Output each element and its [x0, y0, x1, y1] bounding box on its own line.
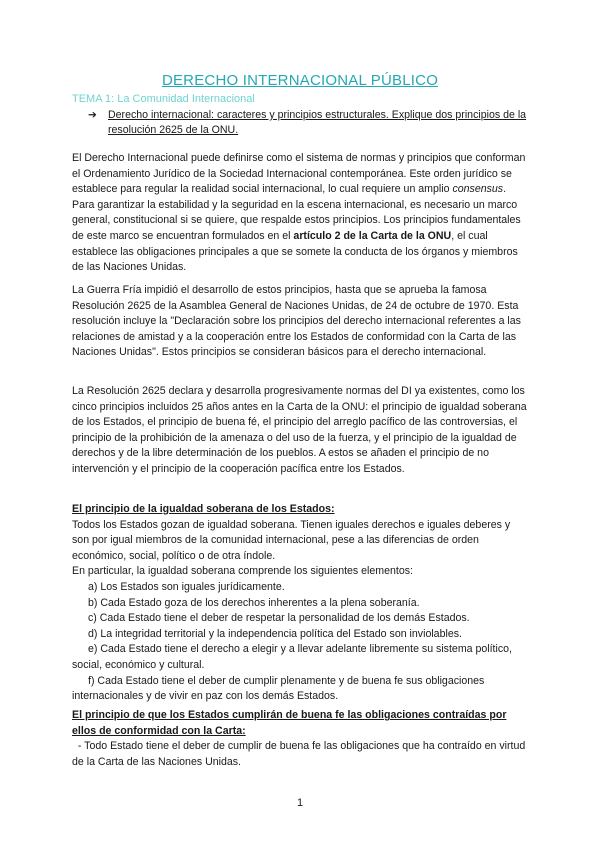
document-title: DERECHO INTERNACIONAL PÚBLICO [161, 72, 439, 89]
list-item: f) Cada Estado tiene el deber de cumplir plenamente y de buena fe sus obligaciones internacionales y de vivir en paz con los demás Estados. [72, 674, 485, 703]
list-item: d) La integridad territorial y la independencia política del Estado son inviolables. [88, 627, 462, 640]
bold-reference: artículo 2 de la Carta de la ONU [293, 229, 452, 242]
question-text: Derecho internacional: caracteres y principios estructurales. Explique dos principios de la resolución 2625 de la ONU. [108, 109, 527, 136]
emphasis-text: consensus [452, 183, 504, 196]
question-item [88, 108, 528, 138]
section-good-faith [72, 708, 530, 770]
section-lead: En particular, la igualdad soberana comprende los siguientes elementos: [72, 565, 413, 578]
paragraph-cold-war [72, 283, 530, 361]
list-item: e) Cada Estado tiene el derecho a elegir y a llevar adelante libremente su sistema político, social, económico y cultural. [72, 643, 512, 671]
list-item: a) Los Estados son iguales jurídicamente. [88, 580, 285, 593]
section-heading: El principio de la igualdad soberana de los Estados: [72, 503, 335, 515]
section-heading: El principio de que los Estados cumplirán de buena fe las obligaciones contraídas por ellos de conformidad con la Carta: [72, 709, 507, 737]
paragraph-text: El Derecho Internacional puede definirse como el sistema de normas y principios que conforman el Ordenamiento Jurídico de la Sociedad Internacional contemporánea. Este orden jurídico se establece para regular la realidad social internacional, lo cual requiere un amplio [72, 152, 526, 196]
paragraph-resolution [72, 384, 530, 478]
paragraph-text: La Resolución 2625 declara y desarrolla progresivamente normas del DI ya existentes, como los cinco principios incluidos 25 años antes en la Carta de la ONU: el principio de igualdad soberana de los Estados, el principio de buena fé, el principio del arreglo pacífico de las controversias, el principio de la prohibición de la amenaza o del uso de la fuerza, y el principio de la igualdad de derechos y de la libre determinación de los pueblos. A estos se añaden el principio de no intervención y el principio de la cooperación pacífica entre los Estados. [72, 385, 527, 475]
topic-heading: TEMA 1: La Comunidad Internacional [72, 93, 255, 105]
paragraph-text: La Guerra Fría impidió el desarrollo de estos principios, hasta que se aprueba la famosa Resolución 2625 de la Asamblea General de Naciones Unidas, de 24 de octubre de 1970. Esta resolución incluye la "Declaración sobre los principios del derecho internacional referentes a las relaciones de amistad y a la cooperación entre los Estados de conformidad con la Carta de las Naciones Unidas". Estos principios se consideran básicos para el derecho internacional. [72, 284, 521, 359]
paragraph-text: . Para garantizar la estabilidad y la seguridad en la escena internacional, es necesario un marco general, constitucional si se quiere, que respalde estos principios. Los principios fundamentales de este marco se encuentran formulados en el [72, 183, 521, 242]
paragraph-definition [72, 151, 530, 276]
list-item: b) Cada Estado goza de los derechos inherentes a la plena soberanía. [88, 596, 420, 609]
page-number: 1 [296, 797, 304, 809]
section-intro: Todos los Estados gozan de igualdad soberana. Tienen iguales derechos e iguales deberes y son por igual miembros de la comunidad internacional, pese a las diferencias de orden económico, social, político o de otra índole. [72, 518, 511, 562]
paragraph-text: , el cual establece las obligaciones principales a que se somete la conducta de los órganos y miembros de las Naciones Unidas. [72, 229, 518, 274]
section-sovereign-equality [72, 502, 530, 705]
section-text: - Todo Estado tiene el deber de cumplir de buena fe las obligaciones que ha contraído en virtud de la Carta de las Naciones Unidas. [72, 740, 529, 768]
list-item: c) Cada Estado tiene el deber de respetar la personalidad de los demás Estados. [88, 612, 470, 625]
arrow-icon: ➔ [88, 109, 97, 121]
